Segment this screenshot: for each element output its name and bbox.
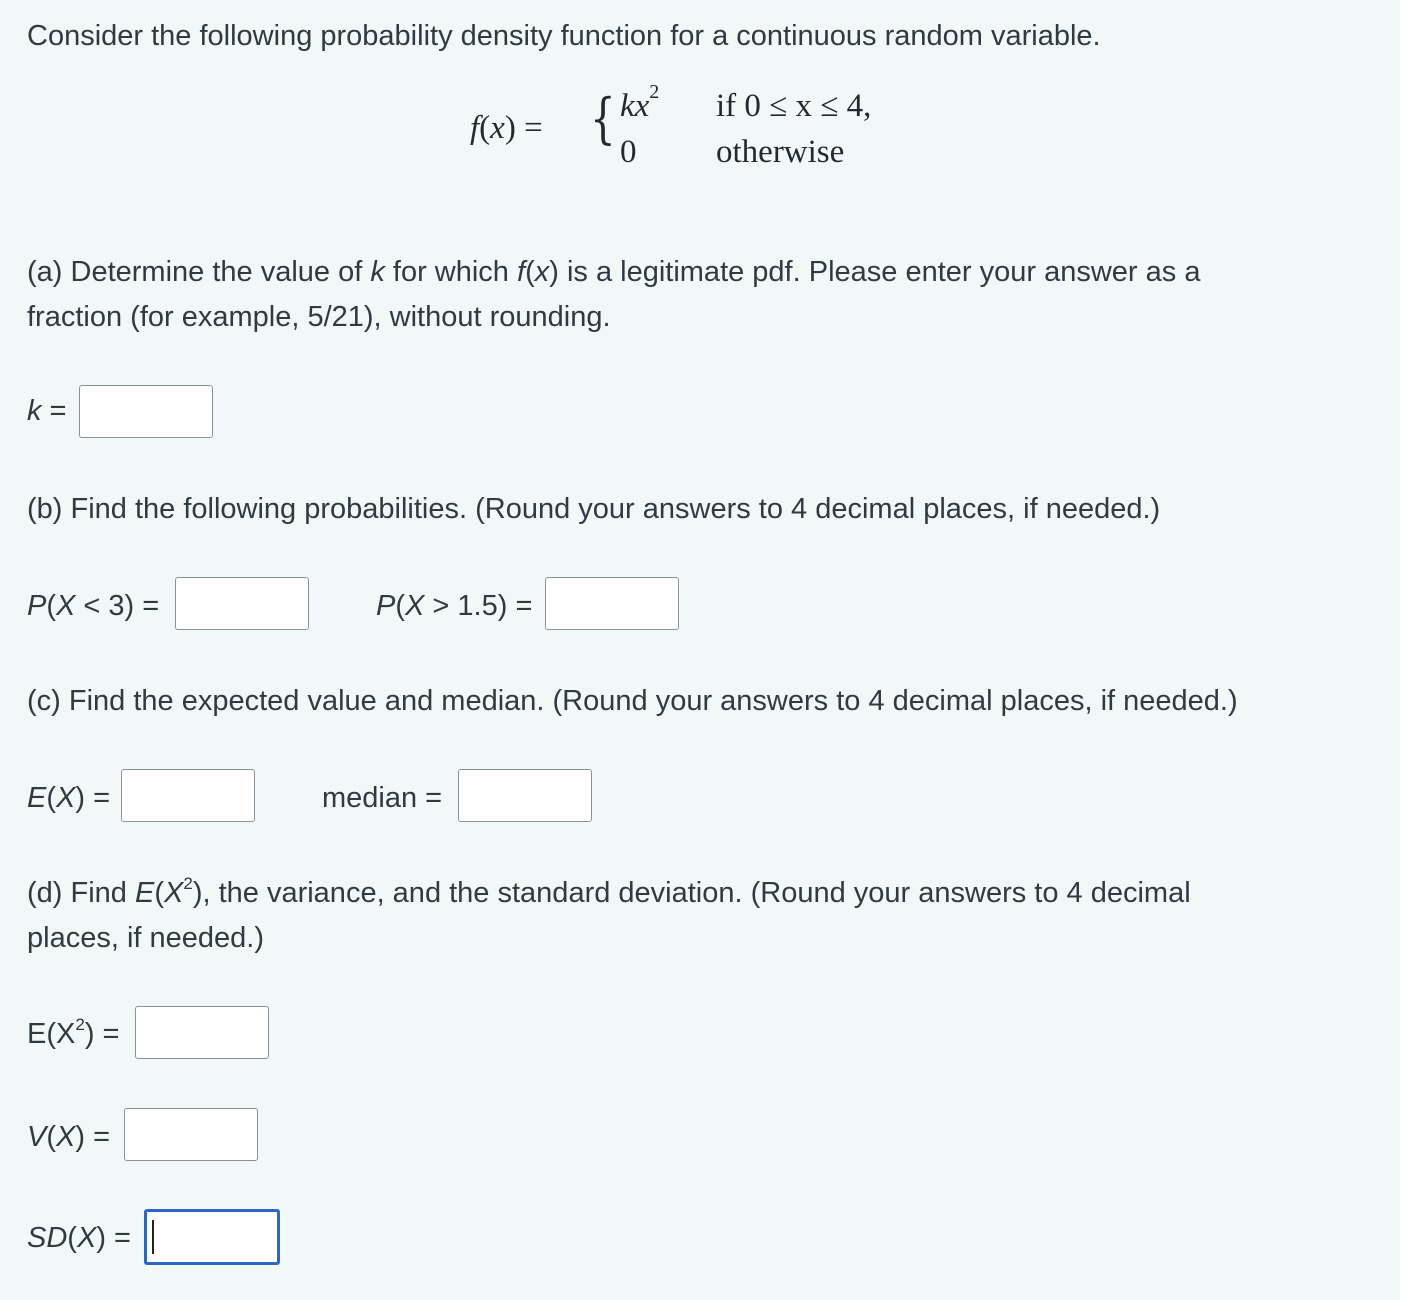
pdf-lhs: f(x) = [470,110,543,146]
pdf-case1-expression: $kx^2$ [620,81,660,124]
right-margin [1400,0,1408,1300]
variance-label: V(X) = [27,1121,111,1153]
part-a-line2: fraction (for example, 5/21), without rounding. [27,301,611,333]
standard-deviation-input[interactable] [144,1209,280,1265]
part-a-line1: (a) Determine the value of k for which f(x) is a legitimate pdf. Please enter your answer as a [27,256,1201,288]
left-brace-icon: { [590,87,616,150]
text-cursor [152,1220,154,1254]
pdf-case2-condition: otherwise [716,134,845,170]
expected-x-squared-input[interactable] [135,1006,269,1059]
p-x-less-3-input[interactable] [175,577,309,630]
k-label: k = [27,395,67,427]
p-x-greater-1-5-label: P(X > 1.5) = [376,590,533,622]
part-d-line1: (d) Find $E(X^2)$, the variance, and the standard deviation. (Round your answers to 4 decimal [27,874,1191,909]
standard-deviation-label: SD(X) = [27,1222,131,1254]
k-input[interactable] [79,385,213,438]
median-label: median = [322,782,443,814]
pdf-case1-condition: if 0 ≤ x ≤ 4, [716,88,872,124]
median-input[interactable] [458,769,592,822]
intro-text: Consider the following probability density function for a continuous random variable. [27,20,1101,52]
p-x-less-3-label: P(X < 3) = [27,590,160,622]
expected-x-squared-label: $E(X^2)$ = [27,1015,120,1050]
part-b-text: (b) Find the following probabilities. (Round your answers to 4 decimal places, if needed.) [27,493,1161,525]
part-c-text: (c) Find the expected value and median. (Round your answers to 4 decimal places, if needed.) [27,685,1238,717]
pdf-case2-expression: 0 [620,134,637,170]
expected-value-input[interactable] [121,769,255,822]
p-x-greater-1-5-input[interactable] [545,577,679,630]
expected-value-label: E(X) = [27,782,111,814]
part-d-line2: places, if needed.) [27,922,264,954]
variance-input[interactable] [124,1108,258,1161]
